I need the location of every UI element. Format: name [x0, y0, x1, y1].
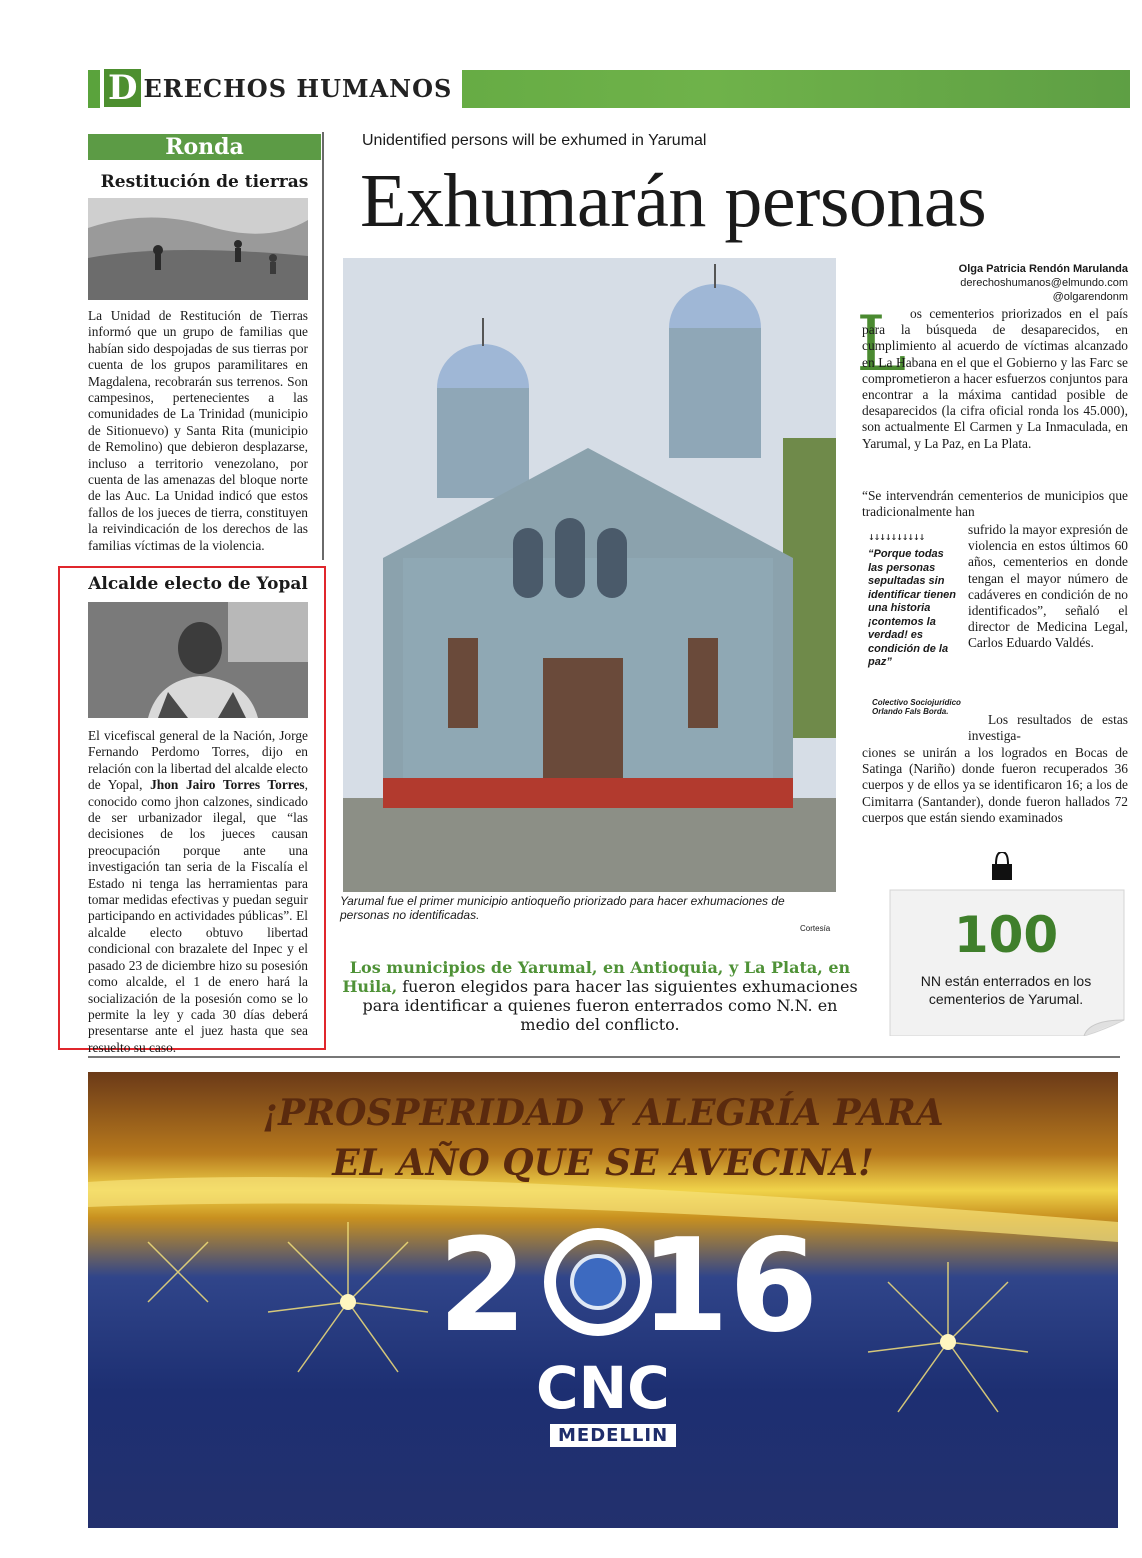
land-photo — [88, 198, 308, 300]
church-photo — [343, 258, 836, 892]
photo-credit: Cortesía — [800, 924, 831, 933]
section-title — [100, 68, 462, 108]
stat-text: NN están enterrados en los cementerios de Yarumal. — [920, 973, 1092, 1007]
byline — [862, 262, 1128, 304]
quote-rule-decoration: ↓↓↓↓↓↓↓↓↓↓ — [868, 530, 925, 543]
body-part-a: El vicefiscal general de la Nación, Jorge Fernando Perdomo Torres, dijo en relación con la libertad del alcalde electo de Yopal, — [88, 728, 308, 793]
ad-headline-1: ¡PROSPERIDAD Y ALEGRÍA PARA — [262, 1092, 944, 1134]
article-paragraph-2a: “Se intervendrán cementerios de municipios que tradicionalmente han — [862, 488, 1128, 520]
year-digit-2: 2 — [438, 1212, 528, 1361]
page-divider — [88, 1056, 1120, 1058]
story-title-alcalde: Alcalde electo de Yopal — [88, 574, 308, 594]
advertisement — [88, 1072, 1118, 1528]
author-email: derechoshumanos@elmundo.com — [960, 277, 1128, 289]
headline: Exhumarán personas — [360, 159, 987, 243]
author-name: Olga Patricia Rendón Marulanda — [958, 263, 1128, 275]
mayor-photo-graphic — [88, 602, 308, 718]
article-paragraph-3a: Los resultados de estas investiga- — [968, 712, 1128, 744]
author-twitter: @olgarendonm — [1052, 291, 1128, 303]
year-digits-16: 16 — [640, 1212, 819, 1361]
cnc-city: MEDELLIN — [550, 1424, 676, 1447]
fireworks-graphic — [88, 1072, 1118, 1528]
stat-number: 100 — [953, 906, 1059, 964]
ronda-label: Ronda — [88, 134, 321, 160]
english-subtitle: Unidentified persons will be exhumed in Yarumal — [362, 132, 707, 149]
drop-cap: L — [856, 299, 907, 388]
article-paragraph-3b: ciones se unirán a los logrados en Bocas de Satinga (Nariño) donde fueron recuperados 36 cuerpos y de ellos ya se identificaron 16; a los de Cimitarra (Santander), donde fueron hallados 72 cuerpos que están siendo examinados — [862, 745, 1128, 825]
photo-caption: Yarumal fue el primer municipio antioqueño priorizado para hacer exhumaciones de personas no identificadas. — [340, 894, 785, 922]
article-p1-text: os cementerios priorizados en el país para la búsqueda de desaparecidos, en cumplimiento al acuerdo de víctimas alcanzado en La Habana en el que el Gobierno y las Farc se comprometieron a hacer esfuerzos conjuntos para encontrar a la máxima cantidad posible de desaparecidos (la cifra oficial ronda los 45.000), son actualmente El Carmen y La Inmaculada, en Yarumal, y La Paz, en La Plata. — [862, 306, 1128, 451]
deck-rest: fueron elegidos para hacer las siguientes exhumaciones para identificar a quienes fueron enterrados como N.N. en medio del conflicto. — [362, 977, 858, 1034]
story-body-alcalde — [88, 728, 308, 1056]
land-photo-graphic — [88, 198, 308, 300]
ad-headline-2: EL AÑO QUE SE AVECINA! — [332, 1142, 874, 1184]
pull-quote: “Porque todas las personas sepultadas sin identificar tienen una historia ¡contemos la verdad! es condición de la paz” — [868, 548, 957, 668]
section-name: ERECHOS HUMANOS — [143, 73, 453, 103]
mayor-photo — [88, 602, 308, 718]
cnc-logo: CNC — [536, 1354, 670, 1422]
story-body-restitucion: La Unidad de Restitución de Tierras informó que un grupo de familias que habían sido despojadas de sus tierras por cuenta de los grupos paramilitares en Magdalena, recobrarán sus terrenos. Son campesinos, pertenecientes a las comunidades de La Trinidad (municipio de Sitionuevo) y Santa Rita (municipio de Remolino) que debieron desplazarse, incluso a territorio venezolano, por cuenta de las amenazas del bloque norte de las Auc. La Unidad indicó que estos fallos de los jueces de tierra, constituyen la reivindicación de los derechos de las familias víctimas de la violencia. — [88, 308, 308, 553]
binder-clip-icon — [990, 852, 1014, 882]
article-paragraph-2b: sufrido la mayor expresión de violencia en estos últimos 60 años, cementerios en donde tengan el mayor número de cadáveres en condición de no identificados”, señaló el director de Medicina Legal, Carlos Eduardo Valdés. — [968, 522, 1128, 651]
story-title-restitucion: Restitución de tierras — [100, 172, 309, 192]
pull-quote-source: Colectivo Sociojurídico Orlando Fals Borda. — [872, 698, 961, 716]
article-deck — [340, 958, 860, 1034]
church-illustration — [343, 258, 836, 892]
section-cap: D — [104, 69, 141, 107]
body-part-b: , conocido como jhon calzones, sindicado de ser urbanizador ilegal, que “las decisiones de los jueces causan preocupación porque ante una investigación tan seria de la Fiscalía el Estado ni tenga las herramientas para tomar medidas efectivas y puedan seguir participando en actividades públicas”. El alcalde electo obtuvo libertad condicional con brazalete del Inpec y el pasado 23 de diciembre hizo su posesión como alcalde, el 1 de enero hará la socialización de la posesión como se lo permite la ley y cada 30 días deberá presentarse ante el juez hasta que sea resuelto su caso. — [88, 777, 308, 1055]
deck-highlight: Los municipios de Yarumal, en Antioquia, y La Plata, en Huila, — [342, 958, 851, 996]
mayor-name: Jhon Jairo Torres Torres — [150, 777, 305, 793]
article-paragraph-1 — [862, 306, 1128, 452]
